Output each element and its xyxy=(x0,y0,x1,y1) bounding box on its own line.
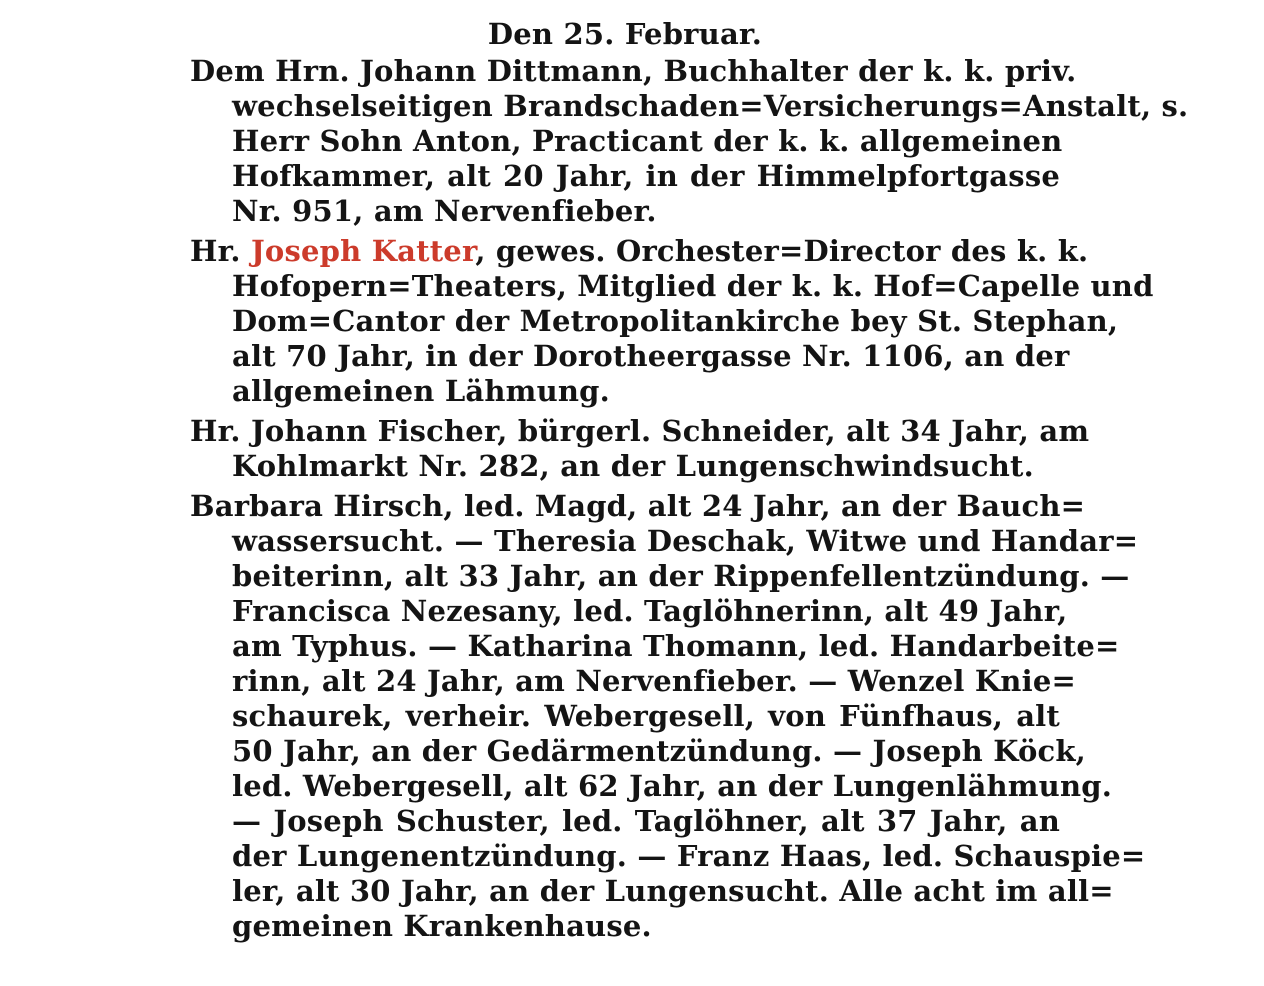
entry-line: Kohlmarkt Nr. 282, an der Lungenschwindsucht. xyxy=(232,449,1034,483)
entry-line: Herr Sohn Anton, Practicant der k. k. allgemeinen xyxy=(232,124,1063,158)
entry-line: 50 Jahr, an der Gedärmentzündung. — Joseph Köck, xyxy=(232,734,1086,768)
entry-line: beiterinn, alt 33 Jahr, an der Rippenfellentzündung. — xyxy=(232,559,1130,593)
entry-line: Dem Hrn. Johann Dittmann, Buchhalter der k. k. priv. xyxy=(190,54,1077,88)
death-entry-fischer xyxy=(190,414,1090,484)
entry-line: am Typhus. — Katharina Thomann, led. Handarbeite= xyxy=(232,629,1120,663)
entry-line: ler, alt 30 Jahr, an der Lungensucht. Alle acht im all= xyxy=(232,874,1114,908)
entry-line: Hofkammer, alt 20 Jahr, in der Himmelpfortgasse xyxy=(232,159,1060,193)
entry-line: Francisca Nezesany, led. Taglöhnerinn, alt 49 Jahr, xyxy=(232,594,1068,628)
entry-line: wassersucht. — Theresia Deschak, Witwe und Handar= xyxy=(232,524,1139,558)
entry-prefix: Hr. xyxy=(190,234,252,268)
document-page xyxy=(190,14,1189,944)
entry-line: alt 70 Jahr, in der Dorotheergasse Nr. 1106, an der xyxy=(232,339,1070,373)
entry-line: led. Webergesell, alt 62 Jahr, an der Lungenlähmung. xyxy=(232,769,1113,803)
death-entry-katter xyxy=(190,234,1154,409)
entry-line: wechselseitigen Brandschaden=Versicherungs=Anstalt, s. xyxy=(232,89,1189,123)
entry-line: allgemeinen Lähmung. xyxy=(232,374,610,408)
date-heading: Den 25. Februar. xyxy=(487,17,763,51)
highlighted-name: Joseph Katter xyxy=(251,234,476,268)
entry-line: gemeinen Krankenhause. xyxy=(232,909,652,943)
entry-line: — Joseph Schuster, led. Taglöhner, alt 37 Jahr, an xyxy=(232,804,1060,838)
entry-line: Hofopern=Theaters, Mitglied der k. k. Hof=Capelle und xyxy=(232,269,1154,303)
death-entry-dittmann xyxy=(190,54,1189,229)
entry-line xyxy=(190,234,1089,269)
entry-line: der Lungenentzündung. — Franz Haas, led. Schauspie= xyxy=(232,839,1146,873)
entry-suffix: , gewes. Orchester=Director des k. k. xyxy=(475,234,1089,268)
entry-line: Dom=Cantor der Metropolitankirche bey St. Stephan, xyxy=(232,304,1119,338)
entry-line: Barbara Hirsch, led. Magd, alt 24 Jahr, an der Bauch= xyxy=(190,489,1086,523)
entry-line: Hr. Johann Fischer, bürgerl. Schneider, alt 34 Jahr, am xyxy=(190,414,1090,448)
entry-line: Nr. 951, am Nervenfieber. xyxy=(232,194,657,228)
death-entry-hospital-group xyxy=(190,489,1146,944)
entry-line: schaurek, verheir. Webergesell, von Fünfhaus, alt xyxy=(232,699,1060,733)
entry-line: rinn, alt 24 Jahr, am Nervenfieber. — Wenzel Knie= xyxy=(232,664,1076,698)
